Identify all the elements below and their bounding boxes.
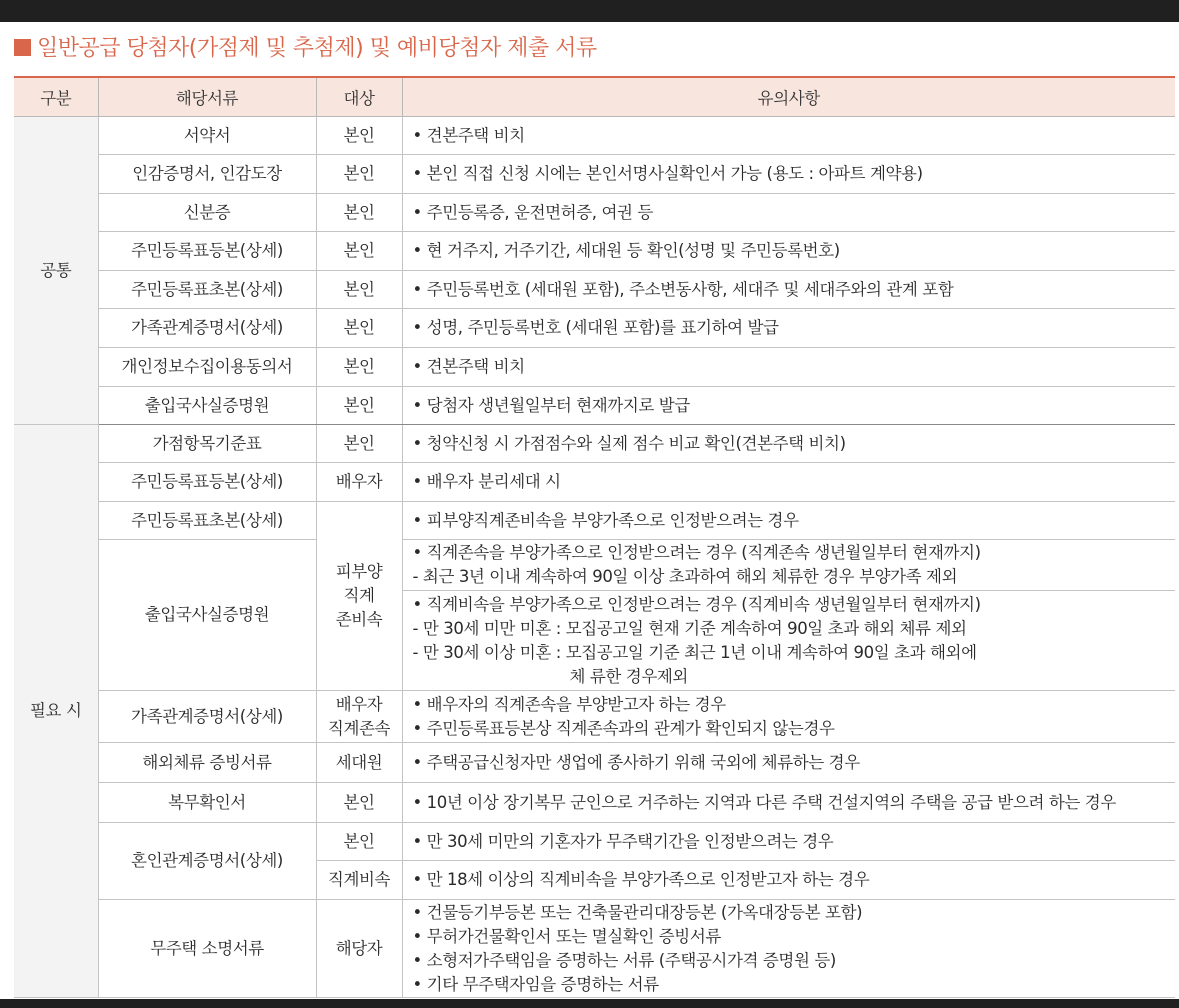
- note-line: • 주민등록표등본상 직계존속과의 관계가 확인되지 않는경우: [412, 718, 835, 738]
- note-cell: [402, 540, 1175, 591]
- target-cell: 본인: [316, 194, 402, 232]
- table-row: [14, 117, 1175, 155]
- note-line: • 무허가건물확인서 또는 멸실확인 증빙서류: [412, 926, 721, 946]
- target-cell: 본인: [316, 309, 402, 348]
- note-line: • 성명, 주민등록번호 (세대원 포함)를 표기하여 발급: [412, 318, 779, 337]
- note-line: - 최근 3년 이내 계속하여 90일 이상 초과하여 해외 체류한 경우 부양가족 제외: [412, 567, 958, 586]
- document-cell: 신분증: [98, 194, 316, 232]
- table-row: [14, 155, 1175, 194]
- column-header: 구분: [14, 77, 98, 117]
- note-cell: [402, 117, 1175, 155]
- document-cell: 복무확인서: [98, 783, 316, 823]
- target-line: 직계: [343, 586, 375, 605]
- title-square-icon: [14, 39, 31, 56]
- target-cell: [316, 691, 402, 743]
- note-line: - 만 30세 이상 미혼 : 모집공고일 기준 최근 1년 이내 계속하여 90일 초과 해외에: [412, 642, 977, 662]
- note-line: • 배우자 분리세대 시: [412, 472, 561, 491]
- column-header: 해당서류: [98, 77, 316, 117]
- document-cell: 출입국사실증명원: [98, 387, 316, 425]
- note-line: • 건물등기부등본 또는 건축물관리대장등본 (가옥대장등본 포함): [412, 902, 863, 922]
- note-line: • 견본주택 비치: [412, 125, 525, 145]
- top-dark-bar: [0, 0, 1179, 22]
- document-cell: 인감증명서, 인감도장: [98, 155, 316, 194]
- note-line: • 기타 무주택자임을 증명하는 서류: [412, 974, 659, 994]
- note-cell: [402, 425, 1175, 463]
- note-cell: [402, 861, 1175, 900]
- note-line: • 당첨자 생년월일부터 현재까지로 발급: [412, 395, 690, 415]
- target-cell: 본인: [316, 425, 402, 463]
- target-cell: 본인: [316, 823, 402, 861]
- target-cell: [316, 502, 402, 691]
- note-line: • 피부양직계존비속을 부양가족으로 인정받으려는 경우: [412, 510, 799, 530]
- note-cell: [402, 232, 1175, 271]
- note-cell: [402, 591, 1175, 691]
- note-line: • 배우자의 직계존속을 부양받고자 하는 경우: [412, 694, 726, 714]
- note-cell: [402, 823, 1175, 861]
- target-cell: 직계비속: [316, 861, 402, 900]
- note-cell: [402, 271, 1175, 309]
- table-row: [14, 783, 1175, 823]
- note-line: • 만 18세 이상의 직계비속을 부양가족으로 인정받고자 하는 경우: [412, 870, 870, 889]
- target-line: 직계존속: [327, 718, 391, 738]
- note-line: • 주택공급신청자만 생업에 종사하기 위해 국외에 체류하는 경우: [412, 752, 860, 772]
- table-row: [14, 194, 1175, 232]
- table-row: [14, 691, 1175, 743]
- documents-table: [14, 76, 1175, 998]
- document-cell: 주민등록표등본(상세): [98, 232, 316, 271]
- category-cell: 필요 시: [14, 425, 98, 998]
- table-row: [14, 540, 1175, 591]
- table-row: [14, 425, 1175, 463]
- table-row: [14, 743, 1175, 783]
- note-cell: [402, 194, 1175, 232]
- note-cell: [402, 387, 1175, 425]
- table-header-row: [14, 77, 1175, 117]
- target-cell: 본인: [316, 117, 402, 155]
- table-row: [14, 348, 1175, 387]
- document-cell: 주민등록표초본(상세): [98, 502, 316, 540]
- table-row: [14, 823, 1175, 861]
- note-line: • 주민등록번호 (세대원 포함), 주소변동사항, 세대주 및 세대주와의 관계 포함: [412, 279, 954, 299]
- target-cell: 본인: [316, 155, 402, 194]
- table-row: [14, 502, 1175, 540]
- note-line: • 직계존속을 부양가족으로 인정받으려는 경우 (직계존속 생년월일부터 현재까지): [412, 543, 981, 562]
- target-cell: 본인: [316, 232, 402, 271]
- note-line: 체 류한 경우제외: [569, 666, 688, 686]
- document-cell: 가족관계증명서(상세): [98, 309, 316, 348]
- document-cell: 무주택 소명서류: [98, 900, 316, 998]
- table-row: [14, 271, 1175, 309]
- document-cell: 주민등록표등본(상세): [98, 463, 316, 502]
- note-line: • 10년 이상 장기복무 군인으로 거주하는 지역과 다른 주택 건설지역의 주택을 공급 받으려 하는 경우: [412, 792, 1116, 812]
- note-line: • 만 30세 미만의 기혼자가 무주택기간을 인정받으려는 경우: [412, 831, 834, 851]
- document-cell: 주민등록표초본(상세): [98, 271, 316, 309]
- document-cell: 출입국사실증명원: [98, 540, 316, 691]
- table-row: [14, 463, 1175, 502]
- table-row: [14, 387, 1175, 425]
- note-cell: [402, 309, 1175, 348]
- document-cell: 해외체류 증빙서류: [98, 743, 316, 783]
- note-cell: [402, 502, 1175, 540]
- document-cell: 서약서: [98, 117, 316, 155]
- note-cell: [402, 691, 1175, 743]
- note-line: • 직계비속을 부양가족으로 인정받으려는 경우 (직계비속 생년월일부터 현재까지): [412, 594, 981, 614]
- category-cell: 공통: [14, 117, 98, 425]
- note-line: • 현 거주지, 거주기간, 세대원 등 확인(성명 및 주민등록번호): [412, 241, 840, 260]
- table-row: [14, 232, 1175, 271]
- note-cell: [402, 900, 1175, 998]
- note-line: • 본인 직접 신청 시에는 본인서명사실확인서 가능 (용도 : 아파트 계약용): [412, 164, 923, 183]
- note-line: • 청약신청 시 가점점수와 실제 점수 비교 확인(견본주택 비치): [412, 433, 846, 453]
- note-cell: [402, 155, 1175, 194]
- note-cell: [402, 348, 1175, 387]
- document-cell: 가점항목기준표: [98, 425, 316, 463]
- document-cell: 개인정보수집이용동의서: [98, 348, 316, 387]
- section-title-text: 일반공급 당첨자(가점제 및 추첨제) 및 예비당첨자 제출 서류: [37, 36, 597, 61]
- document-cell: 가족관계증명서(상세): [98, 691, 316, 743]
- bottom-dark-bar: [0, 999, 1179, 1008]
- target-line: 배우자: [335, 694, 383, 714]
- note-cell: [402, 743, 1175, 783]
- target-cell: 본인: [316, 348, 402, 387]
- column-header: 유의사항: [402, 77, 1175, 117]
- document-cell: 혼인관계증명서(상세): [98, 823, 316, 900]
- target-line: 피부양: [335, 562, 383, 581]
- target-cell: 본인: [316, 271, 402, 309]
- target-cell: 해당자: [316, 900, 402, 998]
- note-line: - 만 30세 미만 미혼 : 모집공고일 현재 기준 계속하여 90일 초과 해외 체류 제외: [412, 618, 967, 638]
- note-line: • 주민등록증, 운전면허증, 여권 등: [412, 202, 653, 222]
- note-cell: [402, 783, 1175, 823]
- target-cell: 배우자: [316, 463, 402, 502]
- note-cell: [402, 463, 1175, 502]
- target-cell: 본인: [316, 387, 402, 425]
- section-title: [14, 33, 597, 65]
- table-row: [14, 309, 1175, 348]
- note-line: • 소형저가주택임을 증명하는 서류 (주택공시가격 증명원 등): [412, 950, 836, 970]
- column-header: 대상: [316, 77, 402, 117]
- table-row: [14, 900, 1175, 998]
- note-line: • 견본주택 비치: [412, 357, 525, 376]
- target-cell: 본인: [316, 783, 402, 823]
- target-cell: 세대원: [316, 743, 402, 783]
- target-line: 존비속: [335, 610, 383, 629]
